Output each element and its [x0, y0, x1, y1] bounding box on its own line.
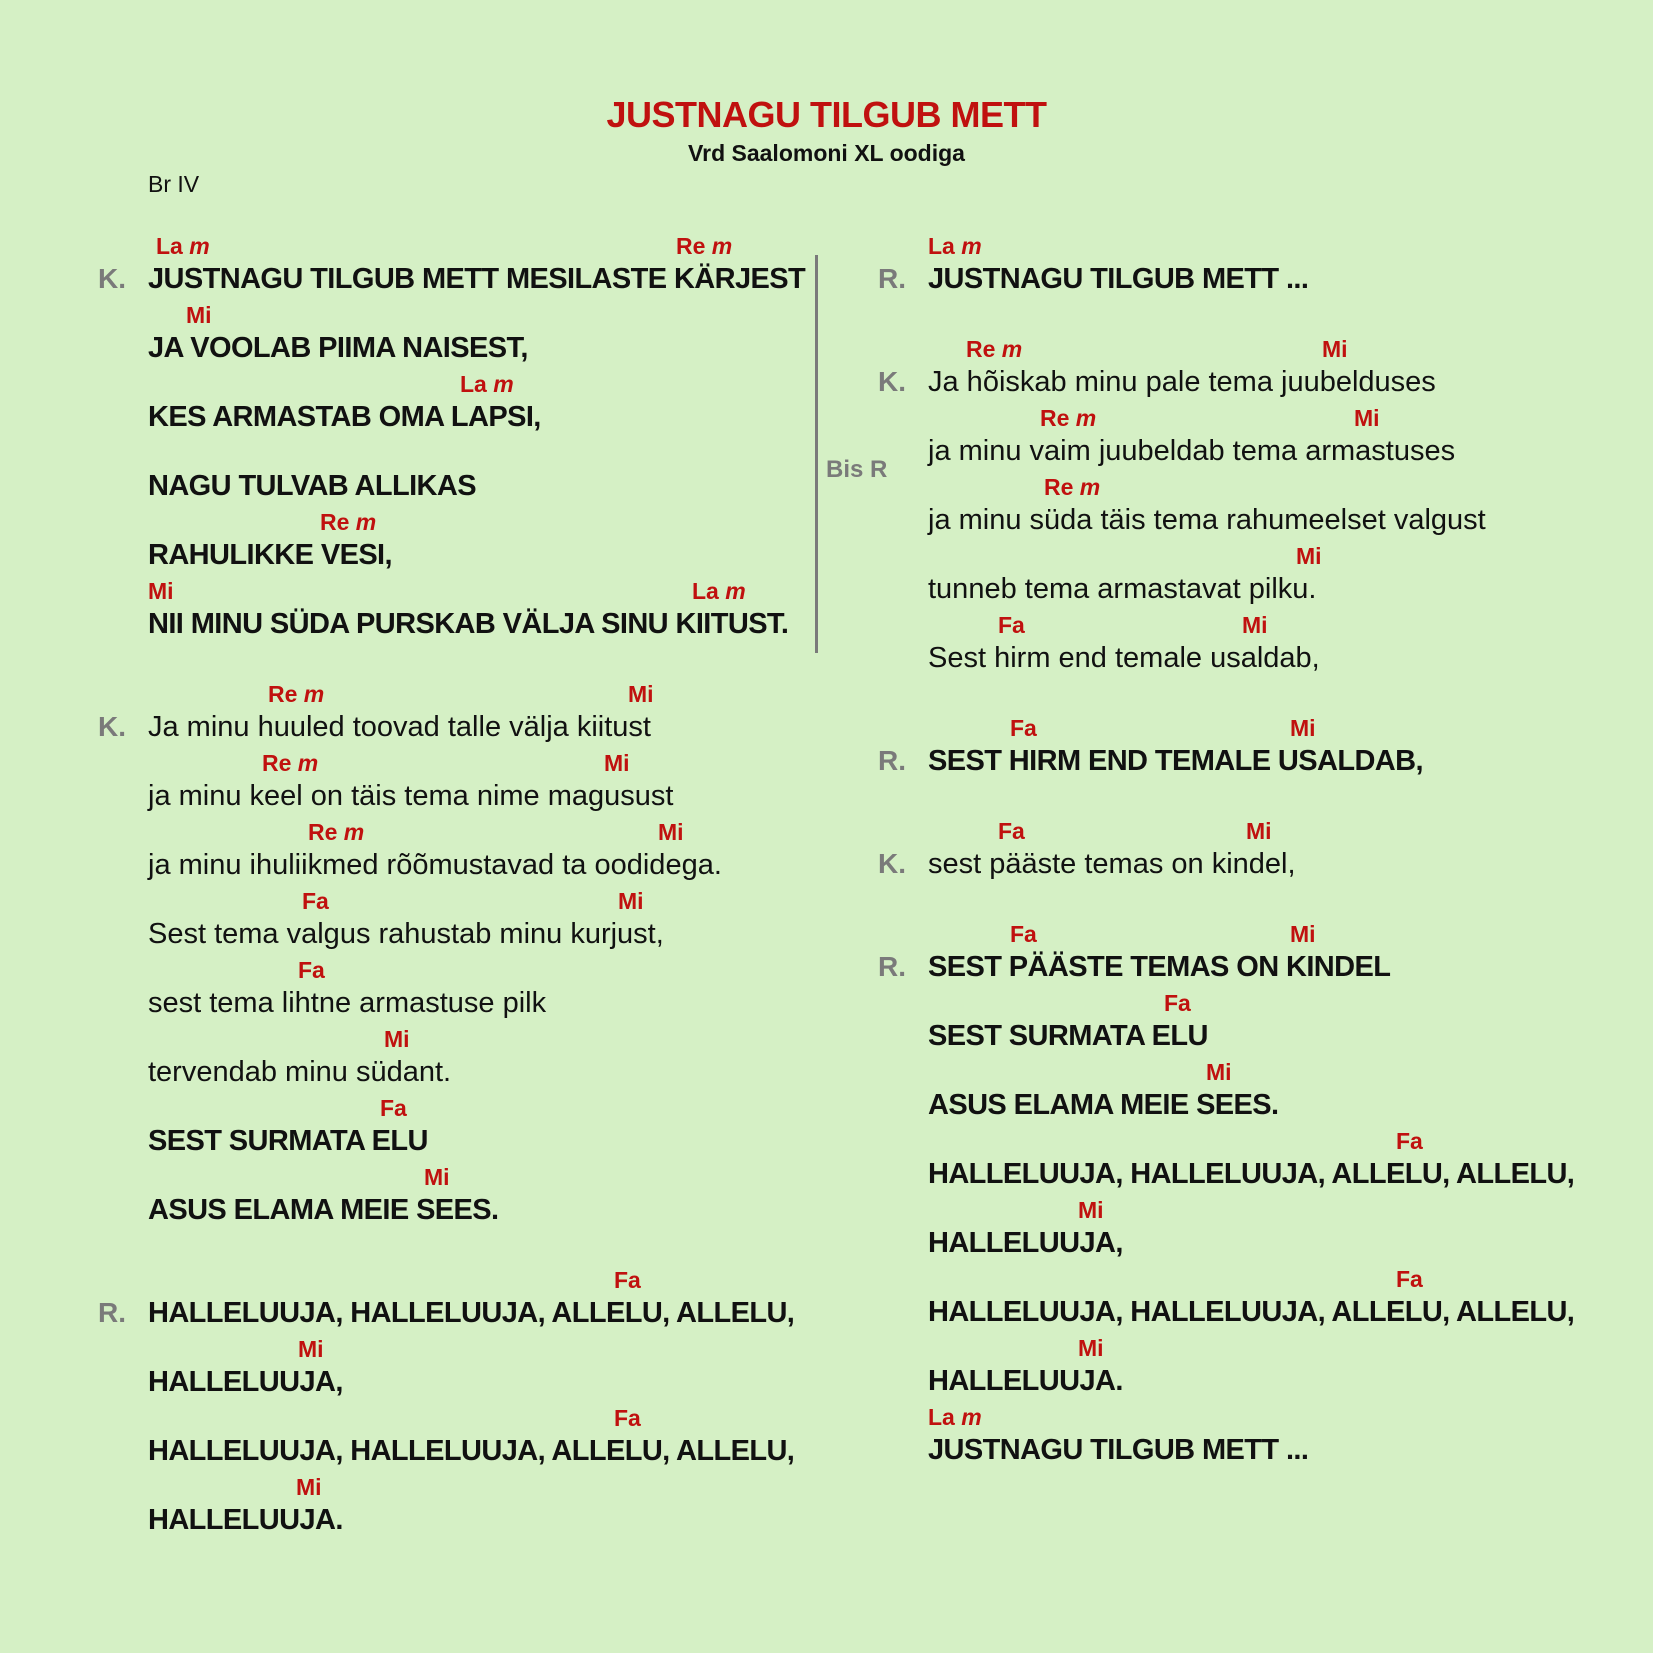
- lyric-text: JUSTNAGU TILGUB METT ...: [928, 263, 1309, 295]
- chord-label: Mi: [148, 578, 174, 604]
- chord-label: Fa: [998, 612, 1025, 638]
- chord-label: Re m: [676, 233, 733, 259]
- chord-row: [148, 302, 828, 332]
- lyric-line: [928, 474, 1628, 543]
- lyric-line: [878, 818, 1628, 887]
- chord-label: Mi: [296, 1474, 322, 1500]
- lyric-text: JUSTNAGU TILGUB METT MESILASTE KÄRJEST: [148, 263, 806, 295]
- chord-row: [148, 1336, 828, 1366]
- chord-label: La m: [460, 371, 514, 397]
- chord-label: Mi: [1290, 715, 1316, 741]
- stanza-gap: [928, 681, 1628, 715]
- lyric-text: HALLELUUJA, HALLELUUJA, ALLELU, ALLELU,: [928, 1296, 1575, 1328]
- chord-label: Mi: [298, 1336, 324, 1362]
- lyric-line: [148, 750, 828, 819]
- lyric-line: [148, 1164, 828, 1233]
- chord-row: [148, 1026, 828, 1056]
- lyric-text: SEST HIRM END TEMALE USALDAB,: [928, 745, 1423, 777]
- lyric-text: tervendab minu südant.: [148, 1056, 452, 1088]
- lyric-text: ASUS ELAMA MEIE SEES.: [928, 1089, 1279, 1121]
- lyric-text: HALLELUUJA, HALLELUUJA, ALLELU, ALLELU,: [928, 1158, 1575, 1190]
- chord-row: [928, 405, 1628, 435]
- chord-row: [148, 1267, 828, 1297]
- chord-label: Re m: [966, 336, 1023, 362]
- voice-marker: R.: [878, 745, 906, 776]
- lyric-text: HALLELUUJA.: [928, 1365, 1123, 1397]
- chord-row: [928, 233, 1628, 263]
- stanza-gap: [928, 784, 1628, 818]
- chord-row: [928, 818, 1628, 848]
- lyric-text: Sest hirm end temale usaldab,: [928, 642, 1320, 674]
- bis-bracket: [815, 255, 818, 653]
- stanza-gap: [148, 647, 828, 681]
- chord-label: Mi: [424, 1164, 450, 1190]
- chord-row: [928, 1128, 1628, 1158]
- lyric-line: [98, 681, 828, 750]
- lyric-text: ASUS ELAMA MEIE SEES.: [148, 1194, 499, 1226]
- lyric-line: [148, 957, 828, 1026]
- stanza-gap: [928, 302, 1628, 336]
- chord-row: [928, 1059, 1628, 1089]
- chord-label: Fa: [1164, 990, 1191, 1016]
- chord-label: Re m: [320, 509, 377, 535]
- chord-row: [928, 715, 1628, 745]
- lyric-line: [928, 1197, 1628, 1266]
- chord-label: Re m: [308, 819, 365, 845]
- lyric-line: [928, 405, 1628, 474]
- lyric-line: [878, 233, 1628, 302]
- lyric-line: [98, 233, 828, 302]
- lyric-text: KES ARMASTAB OMA LAPSI,: [148, 401, 541, 433]
- chord-row: [928, 1197, 1628, 1227]
- chord-row: [148, 1164, 828, 1194]
- lyric-line: [928, 990, 1628, 1059]
- lyric-line: [878, 921, 1628, 990]
- chord-label: Mi: [1290, 921, 1316, 947]
- lyric-text: HALLELUUJA,: [928, 1227, 1123, 1259]
- lyric-line: [148, 1336, 828, 1405]
- chord-label: Fa: [298, 957, 325, 983]
- lyric-line: [148, 578, 828, 647]
- chord-row: [148, 578, 828, 608]
- chord-row: [148, 1405, 828, 1435]
- lyric-text: sest pääste temas on kindel,: [928, 848, 1296, 880]
- lyric-text: Ja minu huuled toovad talle välja kiitust: [148, 711, 651, 743]
- lyric-line: [928, 1335, 1628, 1404]
- chord-row: [928, 336, 1628, 366]
- song-subtitle: Vrd Saalomoni XL oodiga: [688, 140, 965, 166]
- lyric-text: NAGU TULVAB ALLIKAS: [148, 470, 476, 502]
- lyric-line: [148, 509, 828, 578]
- stanza-gap: [148, 1233, 828, 1267]
- lyric-text: ja minu vaim juubeldab tema armastuses: [928, 435, 1456, 467]
- chord-label: Fa: [614, 1405, 641, 1431]
- chord-label: Fa: [302, 888, 329, 914]
- lyric-text: Ja hõiskab minu pale tema juubelduses: [928, 366, 1436, 398]
- chord-row: [928, 990, 1628, 1020]
- lyric-text: SEST SURMATA ELU: [148, 1125, 428, 1157]
- lyric-text: HALLELUUJA,: [148, 1366, 343, 1398]
- chord-row: [148, 1474, 828, 1504]
- chord-row: [928, 612, 1628, 642]
- mode-label: Br IV: [148, 171, 200, 197]
- chord-row: [928, 1266, 1628, 1296]
- chord-label: Mi: [604, 750, 630, 776]
- lyric-text: SEST PÄÄSTE TEMAS ON KINDEL: [928, 951, 1391, 983]
- voice-marker: R.: [98, 1297, 126, 1328]
- lyric-text: sest tema lihtne armastuse pilk: [148, 987, 547, 1019]
- chord-label: Mi: [618, 888, 644, 914]
- chord-label: Mi: [384, 1026, 410, 1052]
- lyric-line: [928, 1404, 1628, 1473]
- lyric-line: [148, 1474, 828, 1543]
- chord-row: [148, 509, 828, 539]
- voice-marker: R.: [878, 951, 906, 982]
- lyric-line: [148, 371, 828, 440]
- lyric-line: [928, 1059, 1628, 1128]
- lyric-line: [148, 440, 828, 509]
- lyric-text: SEST SURMATA ELU: [928, 1020, 1208, 1052]
- lyric-line: [148, 819, 828, 888]
- chord-row: [148, 681, 828, 711]
- lyric-text: Sest tema valgus rahustab minu kurjust,: [148, 918, 664, 950]
- chord-row: [148, 371, 828, 401]
- chord-row: [928, 474, 1628, 504]
- lyric-text: HALLELUUJA, HALLELUUJA, ALLELU, ALLELU,: [148, 1435, 795, 1467]
- chord-label: La m: [156, 233, 210, 259]
- chord-label: Fa: [1010, 921, 1037, 947]
- lyric-line: [148, 302, 828, 371]
- chord-row: [928, 1404, 1628, 1434]
- lyric-text: JUSTNAGU TILGUB METT ...: [928, 1434, 1309, 1466]
- chord-label: Mi: [1078, 1197, 1104, 1223]
- lyric-text: tunneb tema armastavat pilku.: [928, 573, 1317, 605]
- chord-label: Mi: [1296, 543, 1322, 569]
- lyric-text: ja minu keel on täis tema nime magusust: [148, 780, 674, 812]
- lyric-line: [98, 1267, 828, 1336]
- chord-label: Mi: [1246, 818, 1272, 844]
- chord-label: Mi: [658, 819, 684, 845]
- lyric-line: [878, 715, 1628, 784]
- lyric-line: [148, 888, 828, 957]
- lyric-line: [148, 1405, 828, 1474]
- lyric-text: NII MINU SÜDA PURSKAB VÄLJA SINU KIITUST.: [148, 608, 789, 640]
- lyric-line: [148, 1026, 828, 1095]
- lyric-text: ja minu süda täis tema rahumeelset valgust: [928, 504, 1486, 536]
- chord-label: La m: [928, 1404, 982, 1430]
- left-column: [98, 233, 828, 1543]
- chord-label: Mi: [186, 302, 212, 328]
- chord-label: Fa: [380, 1095, 407, 1121]
- chord-label: La m: [692, 578, 746, 604]
- chord-label: Mi: [1354, 405, 1380, 431]
- voice-marker: K.: [98, 263, 126, 294]
- song-title: JUSTNAGU TILGUB METT: [606, 94, 1047, 135]
- right-column: [878, 233, 1628, 1473]
- stanza-gap: [928, 887, 1628, 921]
- chord-label: Mi: [1322, 336, 1348, 362]
- chord-row: [928, 543, 1628, 573]
- chord-label: Mi: [628, 681, 654, 707]
- chord-row: [148, 1095, 828, 1125]
- chord-row: [148, 957, 828, 987]
- chord-label: Fa: [614, 1267, 641, 1293]
- bis-label: Bis R: [826, 456, 888, 483]
- lyric-line: [878, 336, 1628, 405]
- lyric-line: [928, 1266, 1628, 1335]
- chord-row: [148, 233, 828, 263]
- chord-label: La m: [928, 233, 982, 259]
- chord-label: Fa: [1396, 1266, 1423, 1292]
- lyric-text: HALLELUUJA, HALLELUUJA, ALLELU, ALLELU,: [148, 1297, 795, 1329]
- chord-row: [928, 921, 1628, 951]
- voice-marker: K.: [878, 848, 906, 879]
- chord-row: [928, 1335, 1628, 1365]
- chord-row: [148, 750, 828, 780]
- chord-label: Mi: [1242, 612, 1268, 638]
- chord-row: [148, 440, 828, 470]
- chord-label: Mi: [1206, 1059, 1232, 1085]
- chord-label: Re m: [1040, 405, 1097, 431]
- chord-label: Re m: [1044, 474, 1101, 500]
- lyric-line: [148, 1095, 828, 1164]
- chord-label: Fa: [998, 818, 1025, 844]
- lyric-text: HALLELUUJA.: [148, 1504, 343, 1536]
- lyric-line: [928, 1128, 1628, 1197]
- lyric-text: JA VOOLAB PIIMA NAISEST,: [148, 332, 528, 364]
- chord-label: Re m: [268, 681, 325, 707]
- chord-label: Re m: [262, 750, 319, 776]
- lyric-text: RAHULIKKE VESI,: [148, 539, 392, 571]
- voice-marker: R.: [878, 263, 906, 294]
- lyric-line: [928, 543, 1628, 612]
- voice-marker: K.: [98, 711, 126, 742]
- chord-label: Fa: [1396, 1128, 1423, 1154]
- chord-label: Mi: [1078, 1335, 1104, 1361]
- chord-row: [148, 819, 828, 849]
- voice-marker: K.: [878, 366, 906, 397]
- lyric-text: ja minu ihuliikmed rõõmustavad ta oodidega.: [148, 849, 722, 881]
- chord-label: Fa: [1010, 715, 1037, 741]
- chord-row: [148, 888, 828, 918]
- lyric-line: [928, 612, 1628, 681]
